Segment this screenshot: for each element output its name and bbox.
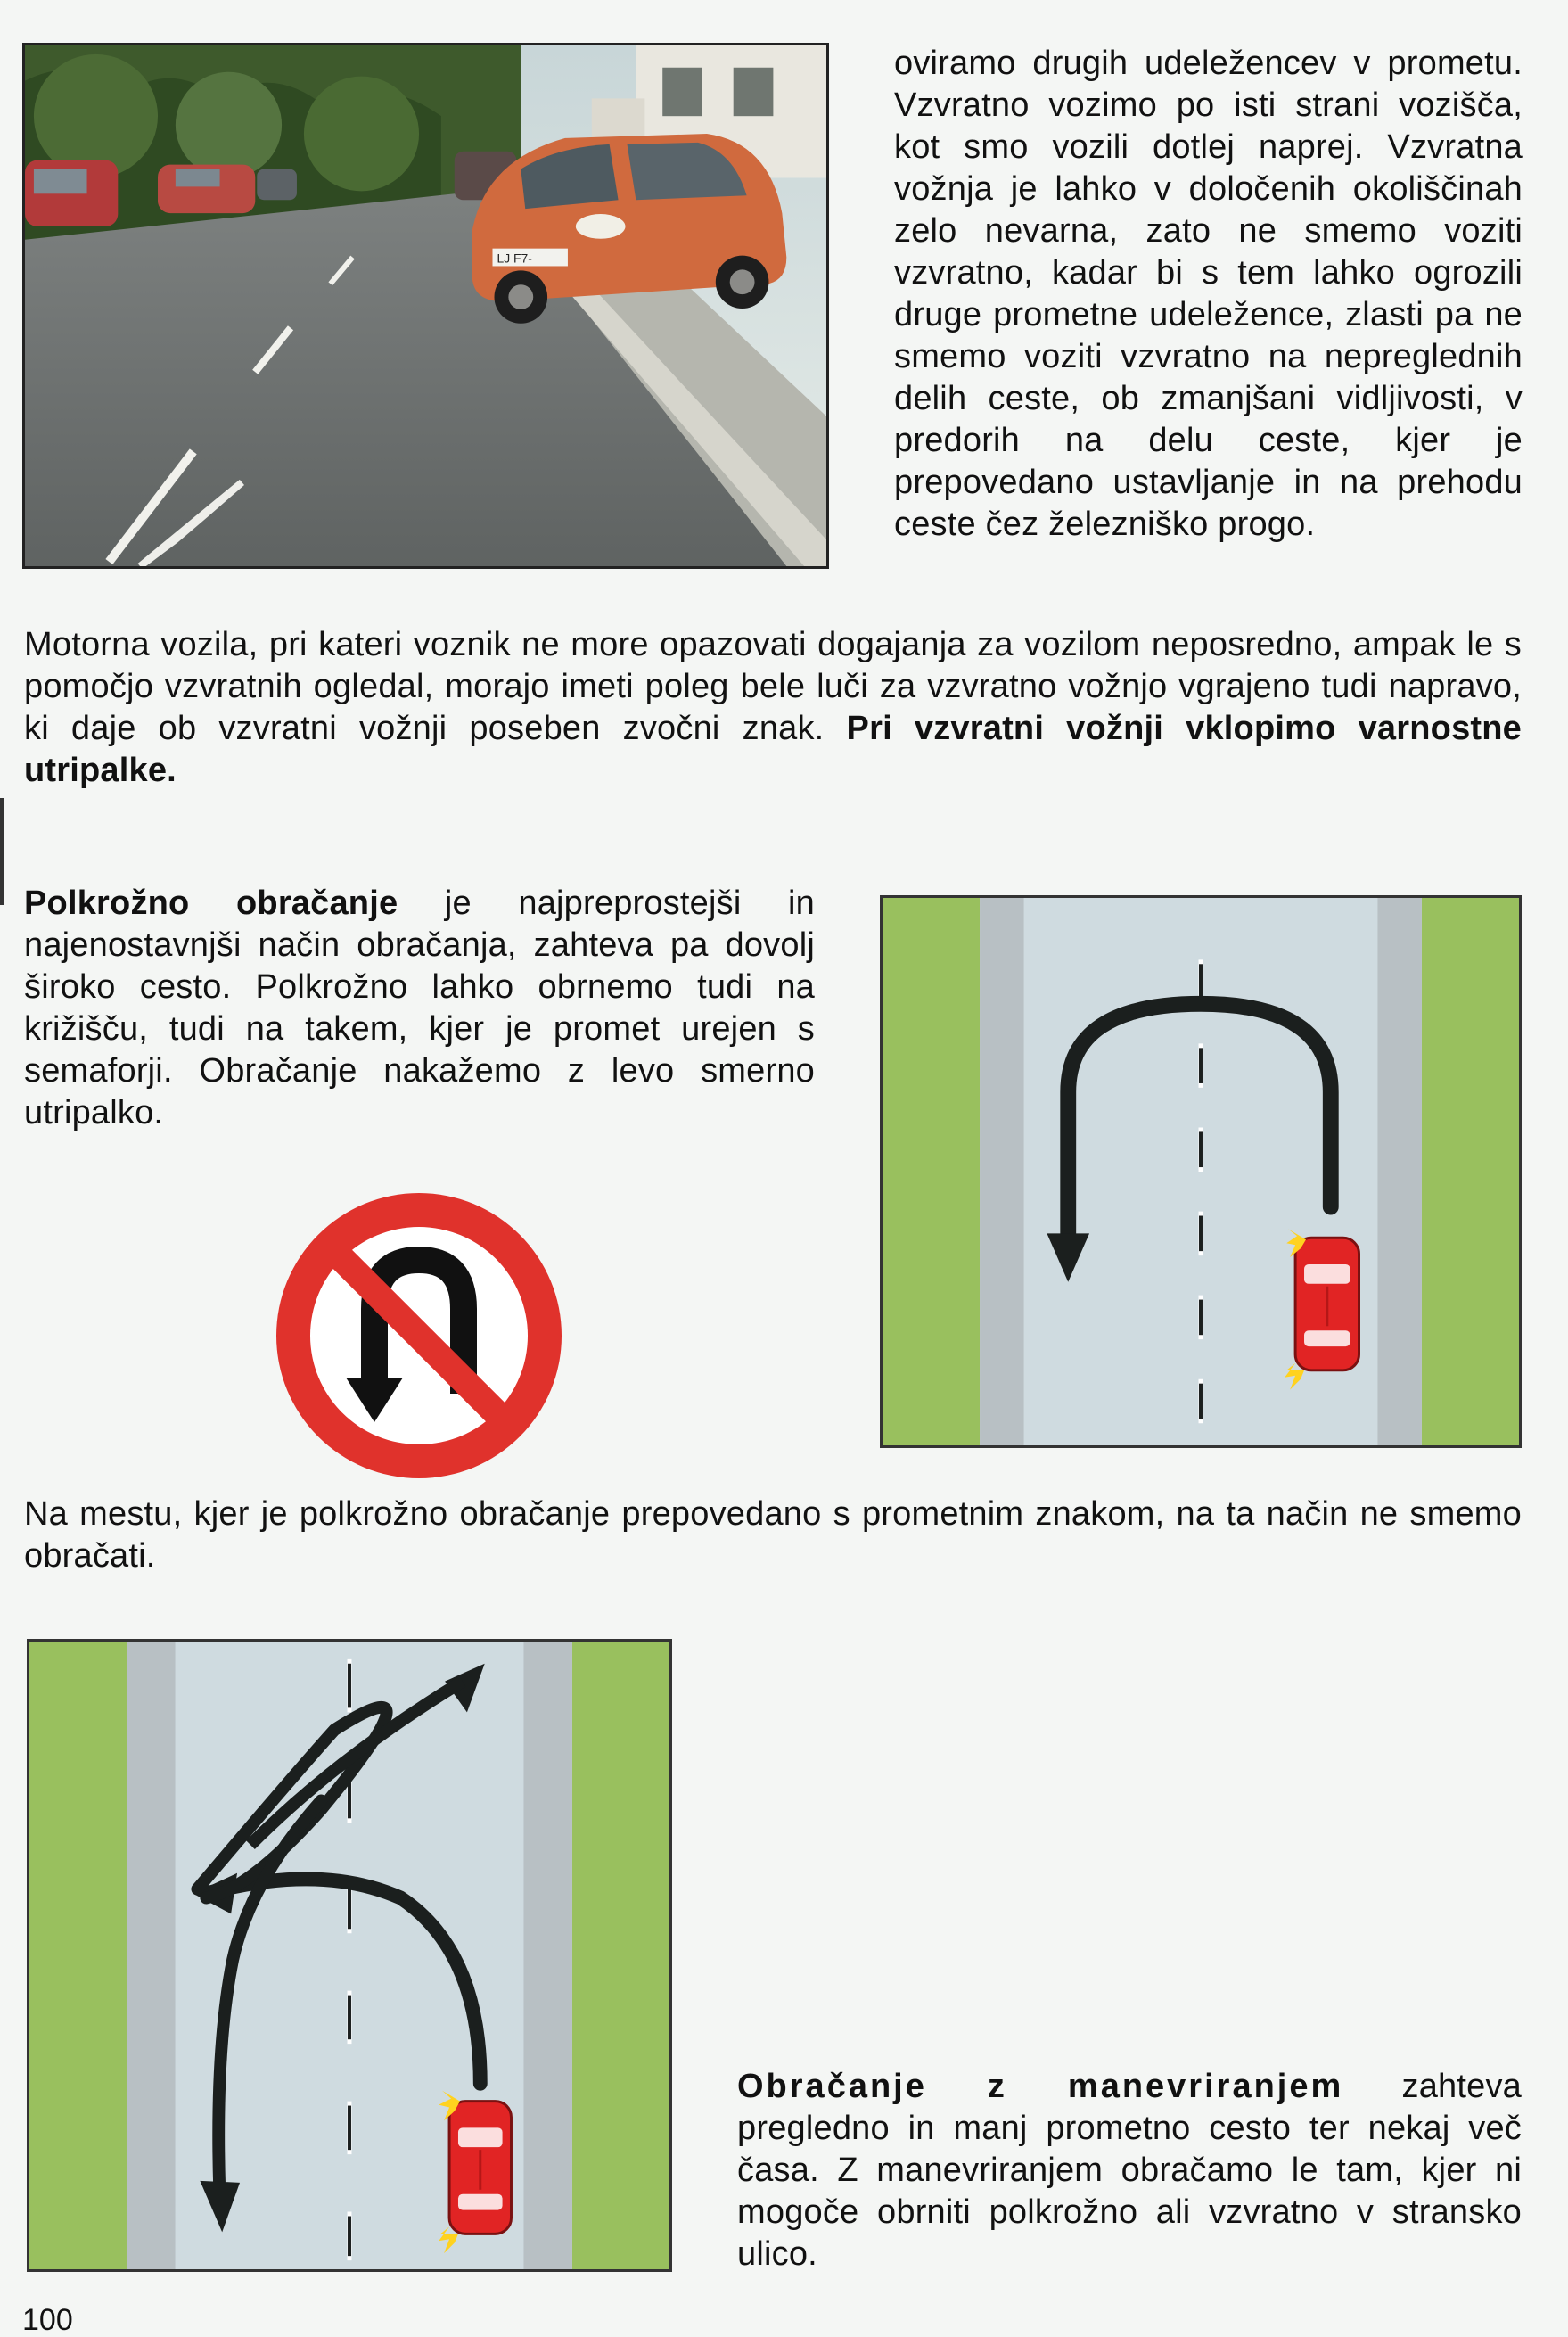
page-number: 100: [22, 2303, 73, 2337]
maneuver-road-diagram: [27, 1639, 672, 2272]
sign-caption-paragraph: Na mestu, kjer je polkrožno obračanje prepovedano s prometnim znakom, na ta način ne smemo obračati.: [24, 1495, 1522, 1575]
motor-vehicles-text: Motorna vozila, pri kateri voznik ne more opazovati dogajanja za vozilom neposredno, ampak le s pomočjo vzvratnih ogledal, morajo imeti poleg bele luči za vzvratno vožnjo vgrajeno tudi napravo, ki daje ob vzvratni vožnji poseben zvočni znak.: [24, 626, 1522, 747]
street-photo: [22, 43, 829, 569]
maneuver-text: zahteva pregledno in manj prometno cesto ter nekaj več časa. Z manevriranjem obračamo le tam, kjer ni mogoče obrniti polkrožno ali vzvratno v stransko ulico.: [737, 2068, 1522, 2273]
license-plate: LJ F7-: [497, 251, 532, 266]
maneuver-paragraph: [737, 2066, 1522, 2275]
maneuver-term: Obračanje z manevriranjem: [737, 2068, 1344, 2105]
motor-vehicles-paragraph: [24, 624, 1522, 792]
no-u-turn-sign-icon: [272, 1189, 566, 1483]
uturn-road-diagram: [880, 895, 1522, 1448]
hazard-lights-rule: Pri vzvratni vožnji vklopimo varnostne utripalke.: [24, 710, 1522, 789]
uturn-term: Polkrožno obračanje: [24, 885, 398, 922]
margin-bar: [0, 798, 4, 905]
uturn-paragraph: [24, 883, 815, 1134]
uturn-text: je najpreprostejši in najenostavnjši način obračanja, zahteva pa dovolj široko cesto. Polkrožno lahko obrnemo tudi na križišču, tudi na takem, kjer je promet urejen s semaforji. Obračanje nakažemo z levo smerno utripalko.: [24, 885, 815, 1131]
reversing-paragraph: oviramo drugih udeležencev v prometu. Vzvratno vozimo po isti strani vozišča, kot smo vozili dotlej naprej. Vzvratna vožnja je lahko v določenih okoliščinah zelo nevarna, zato ne smemo voziti vzvratno, kadar bi s tem lahko ogrozili druge prometne udeležence, zlasti pa ne smemo voziti vzvratno na nepreglednih delih ceste, ob zmanjšani vidljivosti, v predorih na delu ceste, kjer je prepovedano ustavljanje in na prehodu ceste čez železniško progo.: [894, 45, 1523, 543]
